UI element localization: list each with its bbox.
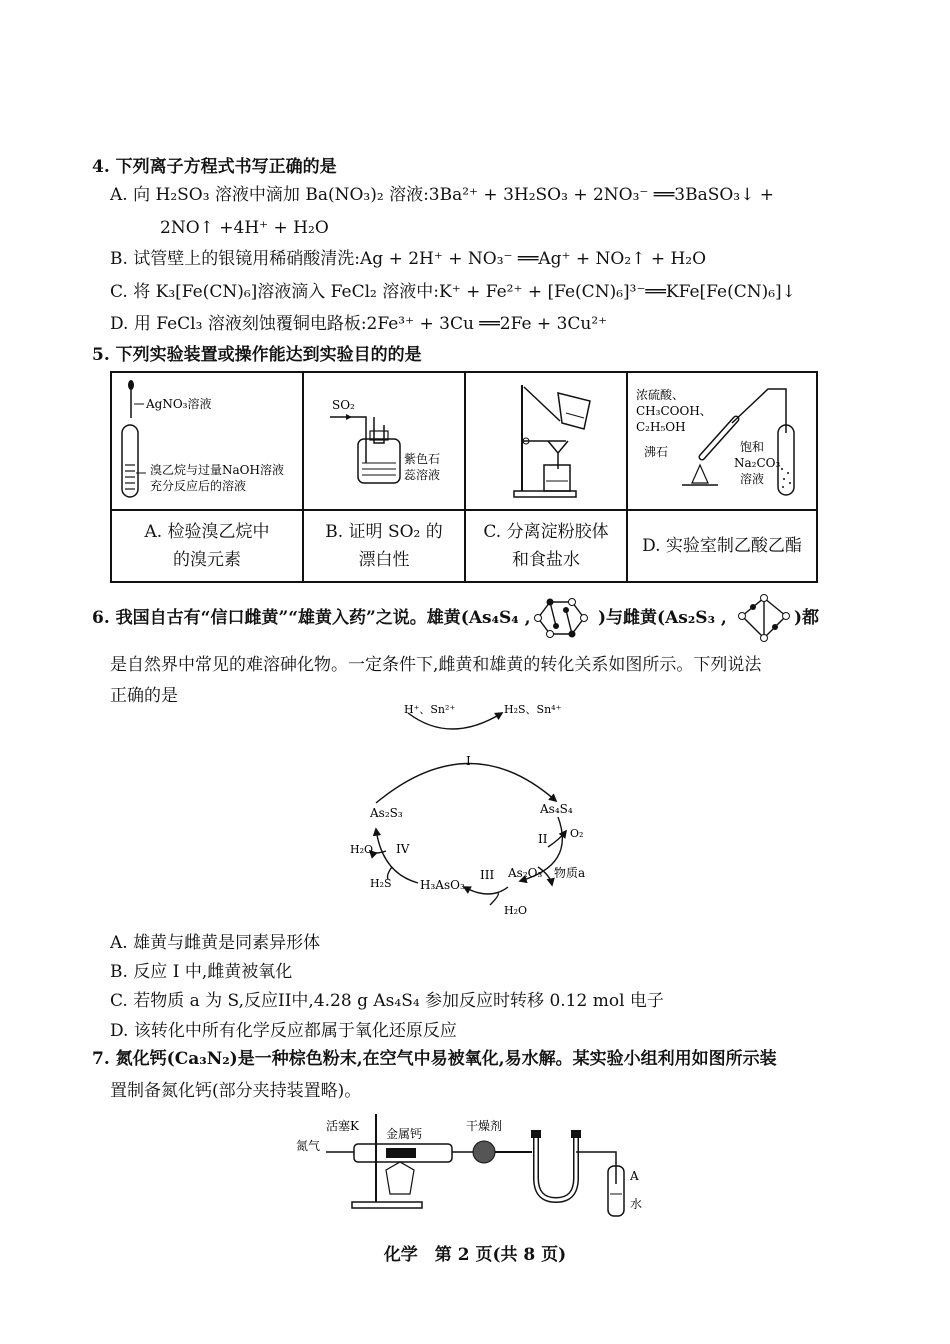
q6-stem-line2: 是自然界中常见的难溶砷化物。一定条件下,雌黄和雄黄的转化关系如图所示。下列说法: [110, 655, 762, 675]
apparatus-a-cell: [111, 372, 303, 510]
apparatus-d-cell: [627, 372, 817, 510]
label-desiccant: 干燥剂: [466, 1119, 503, 1133]
label-stopcock-k: 活塞K: [326, 1119, 359, 1133]
q4-option-b: B. 试管壁上的银镜用稀硝酸清洗:Ag + 2H⁺ + NO₃⁻ ══Ag⁺ + NO₂↑ + H₂O: [110, 249, 707, 269]
label-h2o-left: H₂O: [350, 843, 374, 856]
label-h2o-bottom: H₂O: [504, 904, 528, 917]
label-c2h5oh: C₂H₅OH: [636, 420, 686, 434]
label-tube-a: A: [630, 1169, 639, 1183]
q6-option-b: B. 反应 I 中,雌黄被氧化: [110, 962, 293, 982]
label-solution: 溶液: [740, 472, 765, 486]
apparatus-b-drawing: [304, 373, 464, 505]
realgar-structure-icon: [528, 596, 596, 640]
q4-option-c: C. 将 K₃[Fe(CN)₆]溶液滴入 FeCl₂ 溶液中:K⁺ + Fe²⁺ + [Fe(CN)₆]³⁻══KFe[Fe(CN)₆]↓: [110, 282, 796, 302]
label-litmus-1: 紫色石: [404, 452, 441, 466]
label-litmus-2: 蕊溶液: [404, 468, 441, 482]
q6-stem-part1: 6. 我国自古有“信口雌黄”“雄黄入药”之说。雄黄(As₄S₄ ,: [92, 608, 531, 628]
label-as2o3: As₂O₃: [508, 866, 543, 880]
label-reaction-1: I: [466, 754, 471, 768]
label-nitrogen: 氮气: [296, 1139, 321, 1153]
q4-stem: 4. 下列离子方程式书写正确的是: [92, 157, 337, 177]
label-calcium-metal: 金属钙: [386, 1127, 423, 1141]
label-so2: SO₂: [332, 398, 355, 412]
label-conc-h2so4: 浓硫酸、: [636, 388, 685, 402]
label-o2: O₂: [570, 827, 584, 840]
label-reaction-3: III: [480, 868, 495, 882]
q4-option-a-cont: 2NO↑ +4H⁺ + H₂O: [160, 218, 329, 238]
q6-option-a: A. 雄黄与雌黄是同素异形体: [110, 933, 321, 953]
apparatus-d-drawing: [628, 373, 816, 505]
orpiment-structure-icon: [736, 594, 792, 644]
label-reaction-2: II: [538, 832, 548, 846]
apparatus-c-cell: [465, 372, 627, 510]
label-agno3: AgNO₃溶液: [146, 397, 212, 411]
q7-stem-line1: 7. 氮化钙(Ca₃N₂)是一种棕色粉末,在空气中易被氧化,易水解。某实验小组利用如图所示装: [92, 1049, 777, 1069]
label-na2co3: Na₂CO₃: [734, 456, 781, 470]
label-as2s3: As₂S₃: [370, 806, 403, 820]
q4-option-a: A. 向 H₂SO₃ 溶液中滴加 Ba(NO₃)₂ 溶液:3Ba²⁺ + 3H₂SO₃ + 2NO₃⁻ ══3BaSO₃↓ +: [110, 185, 775, 205]
caption-d: D. 实验室制乙酸乙酯: [627, 510, 817, 582]
label-h2s-sn4: H₂S、Sn⁴⁺: [504, 705, 562, 716]
label-saturated: 饱和: [740, 440, 765, 454]
label-water: 水: [630, 1197, 643, 1211]
label-h2s: H₂S: [370, 877, 392, 890]
label-bromoethane-mix: 溴乙烷与过量NaOH溶液: [150, 463, 284, 477]
q7-apparatus-drawing: [290, 1110, 660, 1220]
label-substance-a: 物质a: [554, 866, 586, 880]
q6-stem-part2: )与雌黄(As₂S₃ ,: [598, 608, 727, 628]
page-footer: 化学 第 2 页(共 8 页): [383, 1245, 567, 1265]
apparatus-c-drawing: [466, 373, 626, 505]
q6-option-c: C. 若物质 a 为 S,反应II中,4.28 g As₄S₄ 参加反应时转移 0.12 mol 电子: [110, 991, 664, 1011]
label-reaction-4: IV: [396, 842, 410, 856]
caption-c: C. 分离淀粉胶体 和食盐水: [465, 510, 627, 582]
q5-stem: 5. 下列实验装置或操作能达到实验目的的是: [92, 345, 422, 365]
apparatus-a-drawing: [112, 373, 302, 505]
label-as4s4: As₄S₄: [540, 802, 573, 816]
label-h-sn2: H⁺、Sn²⁺: [404, 705, 456, 716]
q6-stem-line3: 正确的是: [110, 686, 178, 706]
q4-option-d: D. 用 FeCl₃ 溶液刻蚀覆铜电路板:2Fe³⁺ + 3Cu ══2Fe + 3Cu²⁺: [110, 314, 608, 334]
apparatus-b-cell: [303, 372, 465, 510]
label-ch3cooh: CH₃COOH、: [636, 404, 712, 418]
q6-option-d: D. 该转化中所有化学反应都属于氧化还原反应: [110, 1021, 457, 1041]
q6-conversion-diagram: [330, 705, 630, 920]
caption-b: B. 证明 SO₂ 的 漂白性: [303, 510, 465, 582]
q5-apparatus-table: [110, 371, 818, 583]
q7-stem-line2: 置制备氮化钙(部分夹持装置略)。: [110, 1081, 362, 1101]
caption-a: A. 检验溴乙烷中 的溴元素: [111, 510, 303, 582]
label-boiling-chips: 沸石: [644, 445, 669, 459]
q6-stem-part3: )都: [794, 608, 820, 628]
label-h3aso3: H₃AsO₃: [420, 878, 465, 892]
label-reacted-solution: 充分反应后的溶液: [150, 479, 247, 493]
